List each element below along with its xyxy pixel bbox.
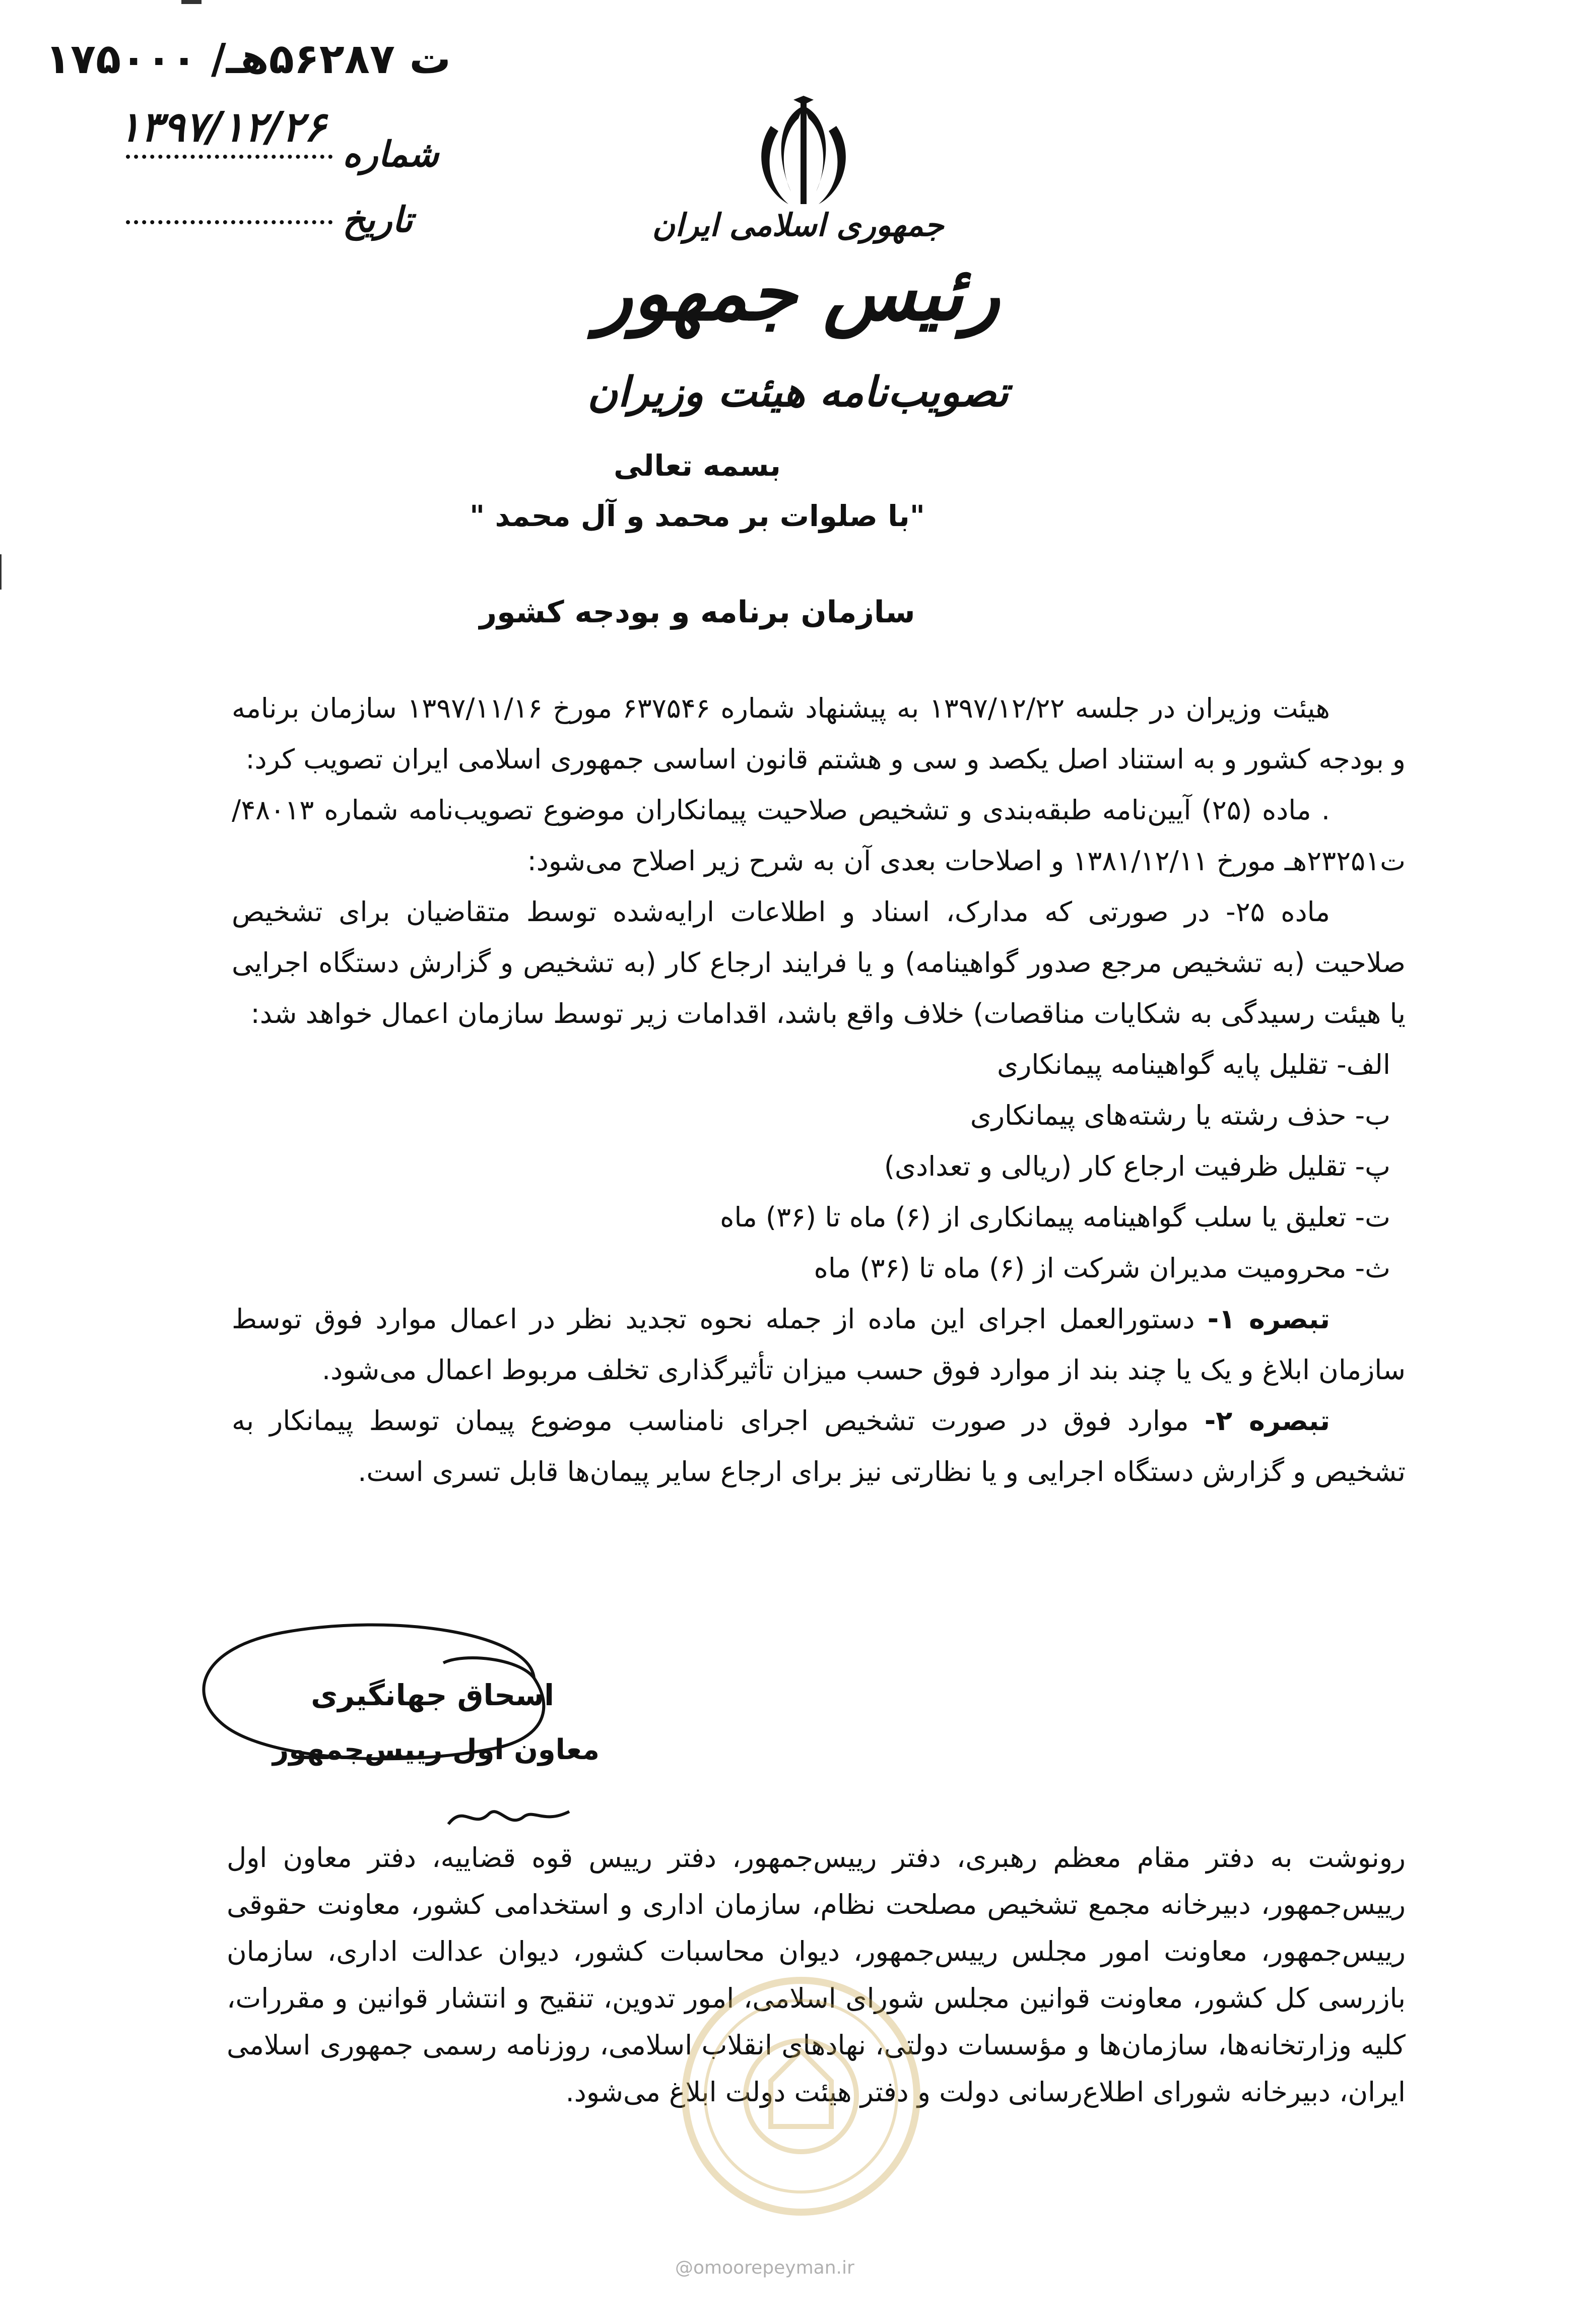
recipient: سازمان برنامه و بودجه کشور [479,595,915,630]
signatory-title: معاون اول رییس‌جمهور [272,1733,600,1766]
cc-paragraph: رونوشت به دفتر مقام معظم رهبری، دفتر رییس‌جمهور، دفتر رییس قوه قضاییه، دفتر معاون اول رییس‌جمهور، دبیرخانه مجمع تشخیص مصلحت نظام، سازمان اداری و استخدامی کشور، معاونت حقوقی رییس‌جمهور، معاونت امور مجلس رییس‌جمهور، دیوان محاسبات کشور، دیوان عدالت اداری، سازمان بازرسی کل کشور، معاونت قوانین مجلس شورای اسلامی، امور تدوین، تنقیح و انتشار قوانین و مقررات، کلیه وزارتخانه‌ها، سازمان‌ها و مؤسسات دولتی، نهادهای انقلاب اسلامی، روزنامه رسمی جمهوری اسلامی ایران، دبیرخانه شورای اطلاع‌رسانی دولت و دفتر هیئت دولت ابلاغ می‌شود. [227,1842,1406,2108]
amendment-paragraph: . ماده (۲۵) آیین‌نامه طبقه‌بندی و تشخیص صلاحیت پیمانکاران موضوع تصویب‌نامه شماره ۴۸۰۱۳/ت۲۳۲۵۱هـ مورخ ۱۳۸۱/۱۲/۱۱ و اصلاحات بعدی آن به شرح زیر اصلاح می‌شود: [232,794,1406,877]
number-field [126,134,439,175]
stamp-seal-icon [670,1965,932,2227]
bismillah: بسمه تعالی [614,448,781,483]
letter-date: ۱۳۹۷/۱۲/۲۶ [118,103,326,151]
note-2-text: موارد فوق در صورت تشخیص اجرای نامناسب موضوع پیمان توسط پیمانکار به تشخیص و گزارش دستگاه اجرایی و یا نظارتی نیز برای ارجاع سایر پیمان‌ها قابل تسری است. [232,1405,1406,1488]
number-label: شماره [343,134,439,175]
signatory-name: اسحاق جهانگیری [311,1678,554,1712]
note-2-label: تبصره ۲- [1204,1405,1330,1437]
list-item: پ- تقلیل ظرفیت ارجاع کار (ریالی و تعدادی) [884,1150,1390,1182]
number-dots [126,155,332,159]
list-item: ت- تعلیق یا سلب گواهینامه پیمانکاری از (۶) ماه تا (۳۶) ماه [720,1201,1390,1233]
intro-paragraph: هیئت وزیران در جلسه ۱۳۹۷/۱۲/۲۲ به پیشنهاد شماره ۶۳۷۵۴۶ مورخ ۱۳۹۷/۱۱/۱۶ سازمان برنامه و بودجه کشور و به استناد اصل یکصد و سی و هشتم قانون اساسی جمهوری اسلامی ایران تصویب کرد: [232,692,1406,775]
decree-body [232,683,1406,1497]
header-country: جمهوری اسلامی ایران [652,207,944,243]
iran-emblem-icon [751,96,856,212]
list-item: الف- تقلیل پایه گواهینامه پیمانکاری [996,1049,1390,1080]
scan-mark [181,0,202,4]
date-dots [126,220,332,224]
note-1-text: دستورالعمل اجرای این ماده از جمله نحوه تجدید نظر در اعمال موارد فوق توسط سازمان ابلاغ و یک یا چند بند از موارد فوق حسب میزان تأثیرگذاری تخلف مربوط اعمال می‌شود. [232,1303,1406,1386]
letter-number: ۱۷۵۰۰۰ /ت ۵۶۲۸۷هـ [45,35,451,83]
salavat-line: "با صلوات بر محمد و آل محمد " [470,499,925,533]
note-2 [232,1395,1406,1497]
header-office: رئیس جمهور [596,249,1000,338]
signature-scribble-icon [443,1794,574,1839]
scan-mark [0,554,2,590]
list-item: ث- محرومیت مدیران شرکت از (۶) ماه تا (۳۶) ماه [814,1252,1390,1284]
list-item: ب- حذف رشته یا رشته‌های پیمانکاری [970,1100,1390,1131]
date-label: تاریخ [343,199,413,240]
note-1-label: تبصره ۱- [1207,1303,1330,1335]
header-doc-type: تصویب‌نامه هیئت وزیران [587,368,1009,416]
watermark-text: @omoorepeyman.ir [675,2258,854,2278]
article-paragraph: ماده ۲۵- در صورتی که مدارک، اسناد و اطلاعات ارایه‌شده توسط متقاضیان برای تشخیص صلاحیت (به تشخیص مرجع صدور گواهینامه) و یا فرایند ارجاع کار (به تشخیص و گزارش دستگاه اجرایی یا هیئت رسیدگی به شکایات مناقصات) خلاف واقع باشد، اقدامات زیر توسط سازمان اعمال خواهد شد: [232,896,1406,1029]
note-1 [232,1294,1406,1395]
date-field [126,199,413,240]
